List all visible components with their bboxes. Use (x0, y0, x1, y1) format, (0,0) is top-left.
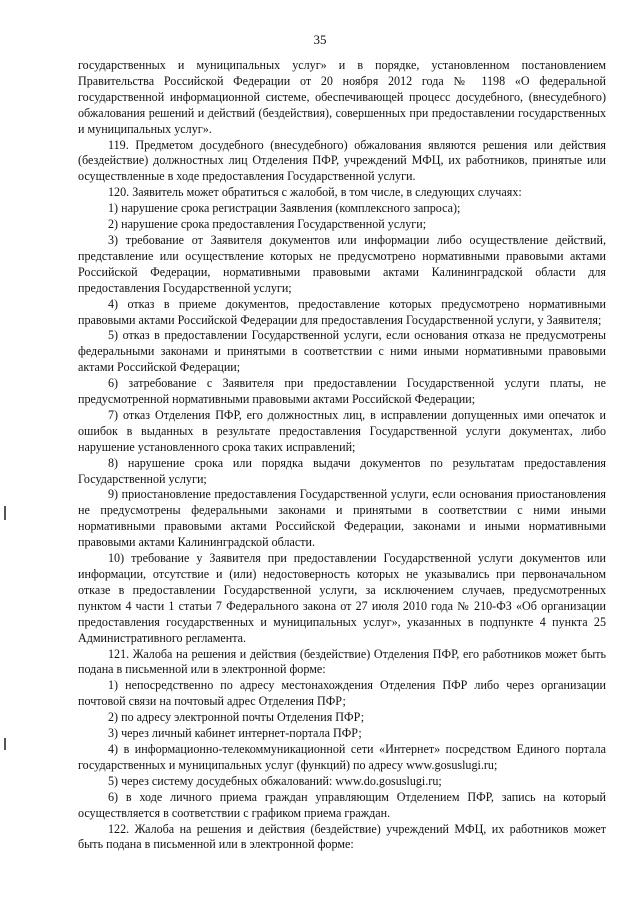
list-item: 3) через личный кабинет интернет-портала ПФР; (108, 726, 362, 741)
list-item: 3) требование от Заявителя документов или информации либо осуществление действий, представление или осуществление которых не предусмотрено нормативными правовыми актами Российской Федерации, нормативными правовыми актами Калининградской области для предоставления Государственной услуги; (78, 232, 606, 295)
paragraph: государственных и муниципальных услуг» и в порядке, установленном постановлением Правительства Российской Федерации от 20 ноября 2012 года № 1198 «О федеральной государственной информационной системе, обеспечивающей процесс досудебного, (внесудебного) обжалования решений и действий (бездействия), совершенных при предоставлении государственных и муниципальных услуг». (78, 58, 606, 136)
list-item: 5) через систему досудебных обжалований: www.do.gosuslugi.ru; (108, 773, 442, 788)
document-body (78, 58, 606, 853)
list-item: 6) в ходе личного приема граждан управляющим Отделением ПФР, запись на который осуществляется в соответствии с графиком приема граждан. (78, 789, 606, 820)
list-item: 2) по адресу электронной почты Отделения ПФР; (108, 710, 365, 725)
list-item: 4) отказ в приеме документов, предоставление которых предусмотрено нормативными правовыми актами Российской Федерации для предоставления Государственной услуги, у Заявителя; (78, 296, 606, 327)
list-item: 8) нарушение срока или порядка выдачи документов по результатам предоставления Государственной услуги; (78, 455, 606, 486)
list-item: 9) приостановление предоставления Государственной услуги, если основания приостановления не предусмотрены федеральными законами и принятыми в соответствии с ними иными нормативными правовыми актами Российской Федерации, законами и иными нормативными правовыми актами Калининградской области. (78, 487, 606, 550)
paragraph: 122. Жалоба на решения и действия (бездействие) учреждений МФЦ, их работников может быть подана в письменной или в электронной форме: (78, 821, 606, 852)
list-item: 6) затребование с Заявителя при предоставлении Государственной услуги платы, не предусмотренной нормативными правовыми актами Российской Федерации; (78, 376, 606, 407)
paragraph: 121. Жалоба на решения и действия (бездействие) Отделения ПФР, его работников может быть подана в письменной или в электронной форме: (78, 646, 606, 677)
paragraph: 119. Предметом досудебного (внесудебного) обжалования являются решения или действия (бездействие) должностных лиц Отделения ПФР, учреждений МФЦ, их работников, принятые или осуществленные в ходе предоставления Государственной услуги. (78, 137, 606, 184)
paragraph: 120. Заявитель может обратиться с жалобой, в том числе, в следующих случаях: (108, 185, 522, 200)
margin-mark (4, 506, 6, 520)
list-item: 5) отказ в предоставлении Государственной услуги, если основания отказа не предусмотрены федеральными законами и принятыми в соответствии с ними иными нормативными правовыми актами Российской Федерации; (78, 328, 606, 375)
list-item: 7) отказ Отделения ПФР, его должностных лиц, в исправлении допущенных ими опечаток и ошибок в выданных в результате предоставления Государственной услуги документах, либо нарушение установленного срока таких исправлений; (78, 407, 606, 454)
list-item: 1) нарушение срока регистрации Заявления (комплексного запроса); (108, 201, 461, 216)
page-number: 35 (313, 32, 327, 47)
list-item: 10) требование у Заявителя при предоставлении Государственной услуги документов или информации, отсутствие и (или) недостоверность которых не указывались при первоначальном отказе в предоставлении Государственной услуги, за исключением случаев, предусмотренных пунктом 4 части 1 статьи 7 Федерального закона от 27 июля 2010 года № 210-ФЗ «Об организации предоставления государственных и муниципальных услуг», указанных в подпункте 4 пункта 25 Административного регламента. (78, 551, 606, 645)
list-item: 2) нарушение срока предоставления Государственной услуги; (108, 217, 427, 232)
list-item: 4) в информационно-телекоммуникационной сети «Интернет» посредством Единого портала государственных и муниципальных услуг (функций) по адресу www.gosuslugi.ru; (78, 741, 606, 772)
list-item: 1) непосредственно по адресу местонахождения Отделения ПФР либо через организации почтовой связи на почтовый адрес Отделения ПФР; (78, 678, 606, 709)
margin-mark (4, 738, 6, 750)
